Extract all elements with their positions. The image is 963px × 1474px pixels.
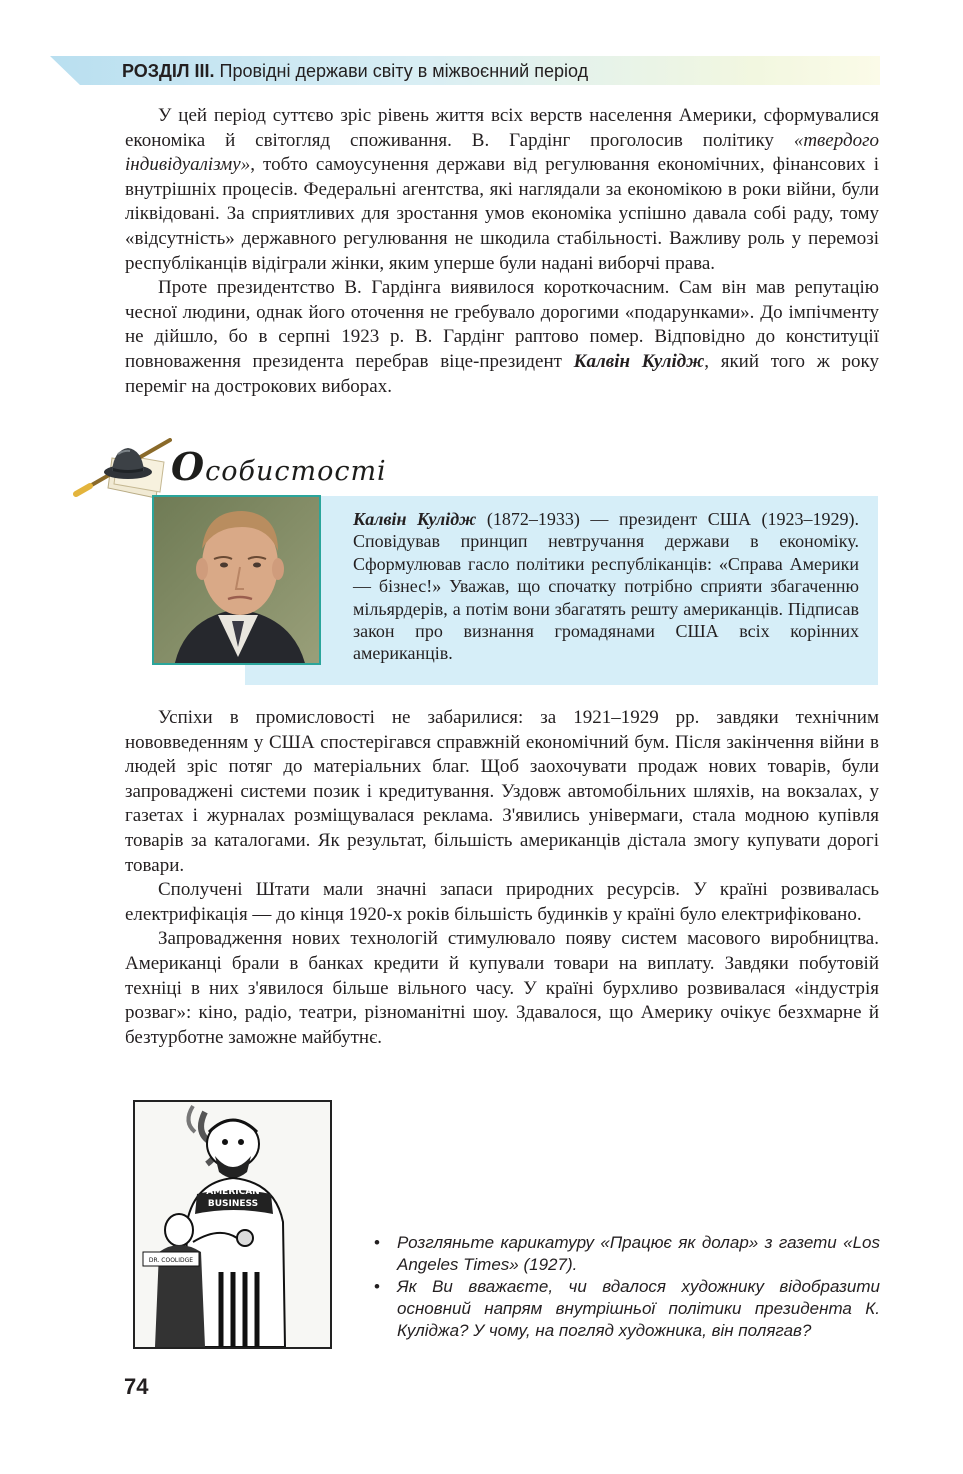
personalities-heading: [171, 444, 387, 489]
running-header: [122, 59, 588, 83]
section-label: РОЗДІЛ III.: [122, 61, 215, 81]
bowler-hat-cane-icon: [72, 438, 172, 500]
body-text-bottom: [125, 706, 879, 1050]
text-run: Проте президентство В. Гардінга виявилося короткочасним. Сам він мав репутацію чесної людини, однак його оточення не гребувало дорогими «подарунками». До імпічменту не дійшло, бо в серпні 1923 р. В. Гардінг раптово помер. Відповідно до конституції повноваження президента перебрав віце-президент: [125, 277, 879, 372]
bio-text: [353, 508, 859, 665]
text-run-italic: «твердого індивідуалізму»: [125, 129, 879, 176]
heading-initial: О: [171, 444, 206, 489]
cartoon-illustration: [135, 1102, 330, 1347]
cartoon-doctor-label: DR. COOLIDGE: [148, 1257, 194, 1264]
text-run: Запровадження нових технологій стимулювало появу систем масового виробництва. Американці брали в банках кредити й купували товари на виплату. Завдяки побутовій техніці в них з'явилося більше вільного часу. У країні бурхливо розвивалася «індустрія розваг»: кіно, радіо, театри, різноманітні шоу. Здавалося, що Америку очікує безхмарне й безтурботне заможне майбутнє.: [125, 928, 879, 1048]
paragraph: [125, 878, 879, 927]
cartoon-label-2: BUSINESS: [207, 1199, 259, 1209]
questions-list: [372, 1232, 880, 1342]
text-run: , який того ж року переміг на дострокових виборах.: [125, 350, 879, 397]
question-item: [372, 1232, 880, 1276]
bio-description: (1872–1933) — президент США (1923–1929). Сповідував принцип невтручання держави в економіку. Сформулював гасло політики республіканців: «Справа Америки — бізнес!» Уважав, що спочатку потрібно сприяти збагаченню мільярдерів, а потім вони збагатять решту американців. Підписав закон про визнання громадянами США всіх корінних американців.: [353, 509, 859, 664]
paragraph: [125, 927, 879, 1050]
page-number: 74: [124, 1374, 149, 1399]
person-name: Калвін Кулідж: [573, 350, 705, 372]
text-run: , тобто самоусунення держави від регулювання економічних, фінансових і внутрішніх процесів. Федеральні агентства, які наглядали за економікою в роки війни, були ліквідовані. За сприятливих для зростання умов економіка успішно давала собі раду, тому «відсутність» державного регулювання не шкодила стабільності. Важливу роль у перемозі республіканців відіграли жінки, яким уперше були надані виборчі права.: [125, 154, 879, 274]
bullet: •: [374, 1277, 380, 1296]
question-text: Розгляньте карикатуру «Працює як долар» з газети «Los Angeles Times» (1927).: [397, 1233, 880, 1274]
cartoon-image: [133, 1100, 332, 1349]
person-name: Калвін Кулідж: [353, 509, 477, 529]
bullet: •: [374, 1233, 380, 1252]
question-text: Як Ви вважаєте, чи вдалося художнику відобразити основний напрям внутрішньої політики президента К. Куліджа? У чому, на погляд художника, він полягав?: [397, 1277, 880, 1340]
question-item: [372, 1276, 880, 1342]
text-run: Сполучені Штати мали значні запаси природних ресурсів. У країні розвивалась електрифікація — до кінця 1920-х років більшість будинків у країні було електрифіковано.: [125, 879, 879, 925]
section-title: Провідні держави світу в міжвоєнний період: [219, 61, 589, 81]
paragraph: [125, 706, 879, 878]
text-run: Успіхи в промисловості не забарилися: за 1921–1929 рр. завдяки технічним нововведенням у США спостерігався справжній економічний бум. Після закінчення війни в людей зріс потяг до матеріальних благ. Щоб заохочувати продаж нових товарів, були запроваджені системи позик і кредитування. Уздовж автомобільних шляхів, на вокзалах, у газетах і журналах розміщувалася реклама. З'явились універмаги, стала модною купівля товарів за каталогами. Як результат, більшість американців дістала змогу купувати дорогі товари.: [125, 707, 879, 876]
portrait-illustration: [154, 497, 321, 665]
cartoon-label-1: AMERICAN: [206, 1187, 260, 1197]
portrait-calvin-coolidge: [152, 495, 321, 665]
paragraph: [125, 104, 879, 276]
body-text-top: [125, 104, 879, 399]
text-run: У цей період суттєво зріс рівень життя всіх верств населення Америки, сформувалися економіка й світогляд споживання. В. Гардінг проголосив політику: [125, 105, 879, 151]
paragraph: [125, 276, 879, 399]
heading-rest: собистості: [205, 456, 387, 487]
